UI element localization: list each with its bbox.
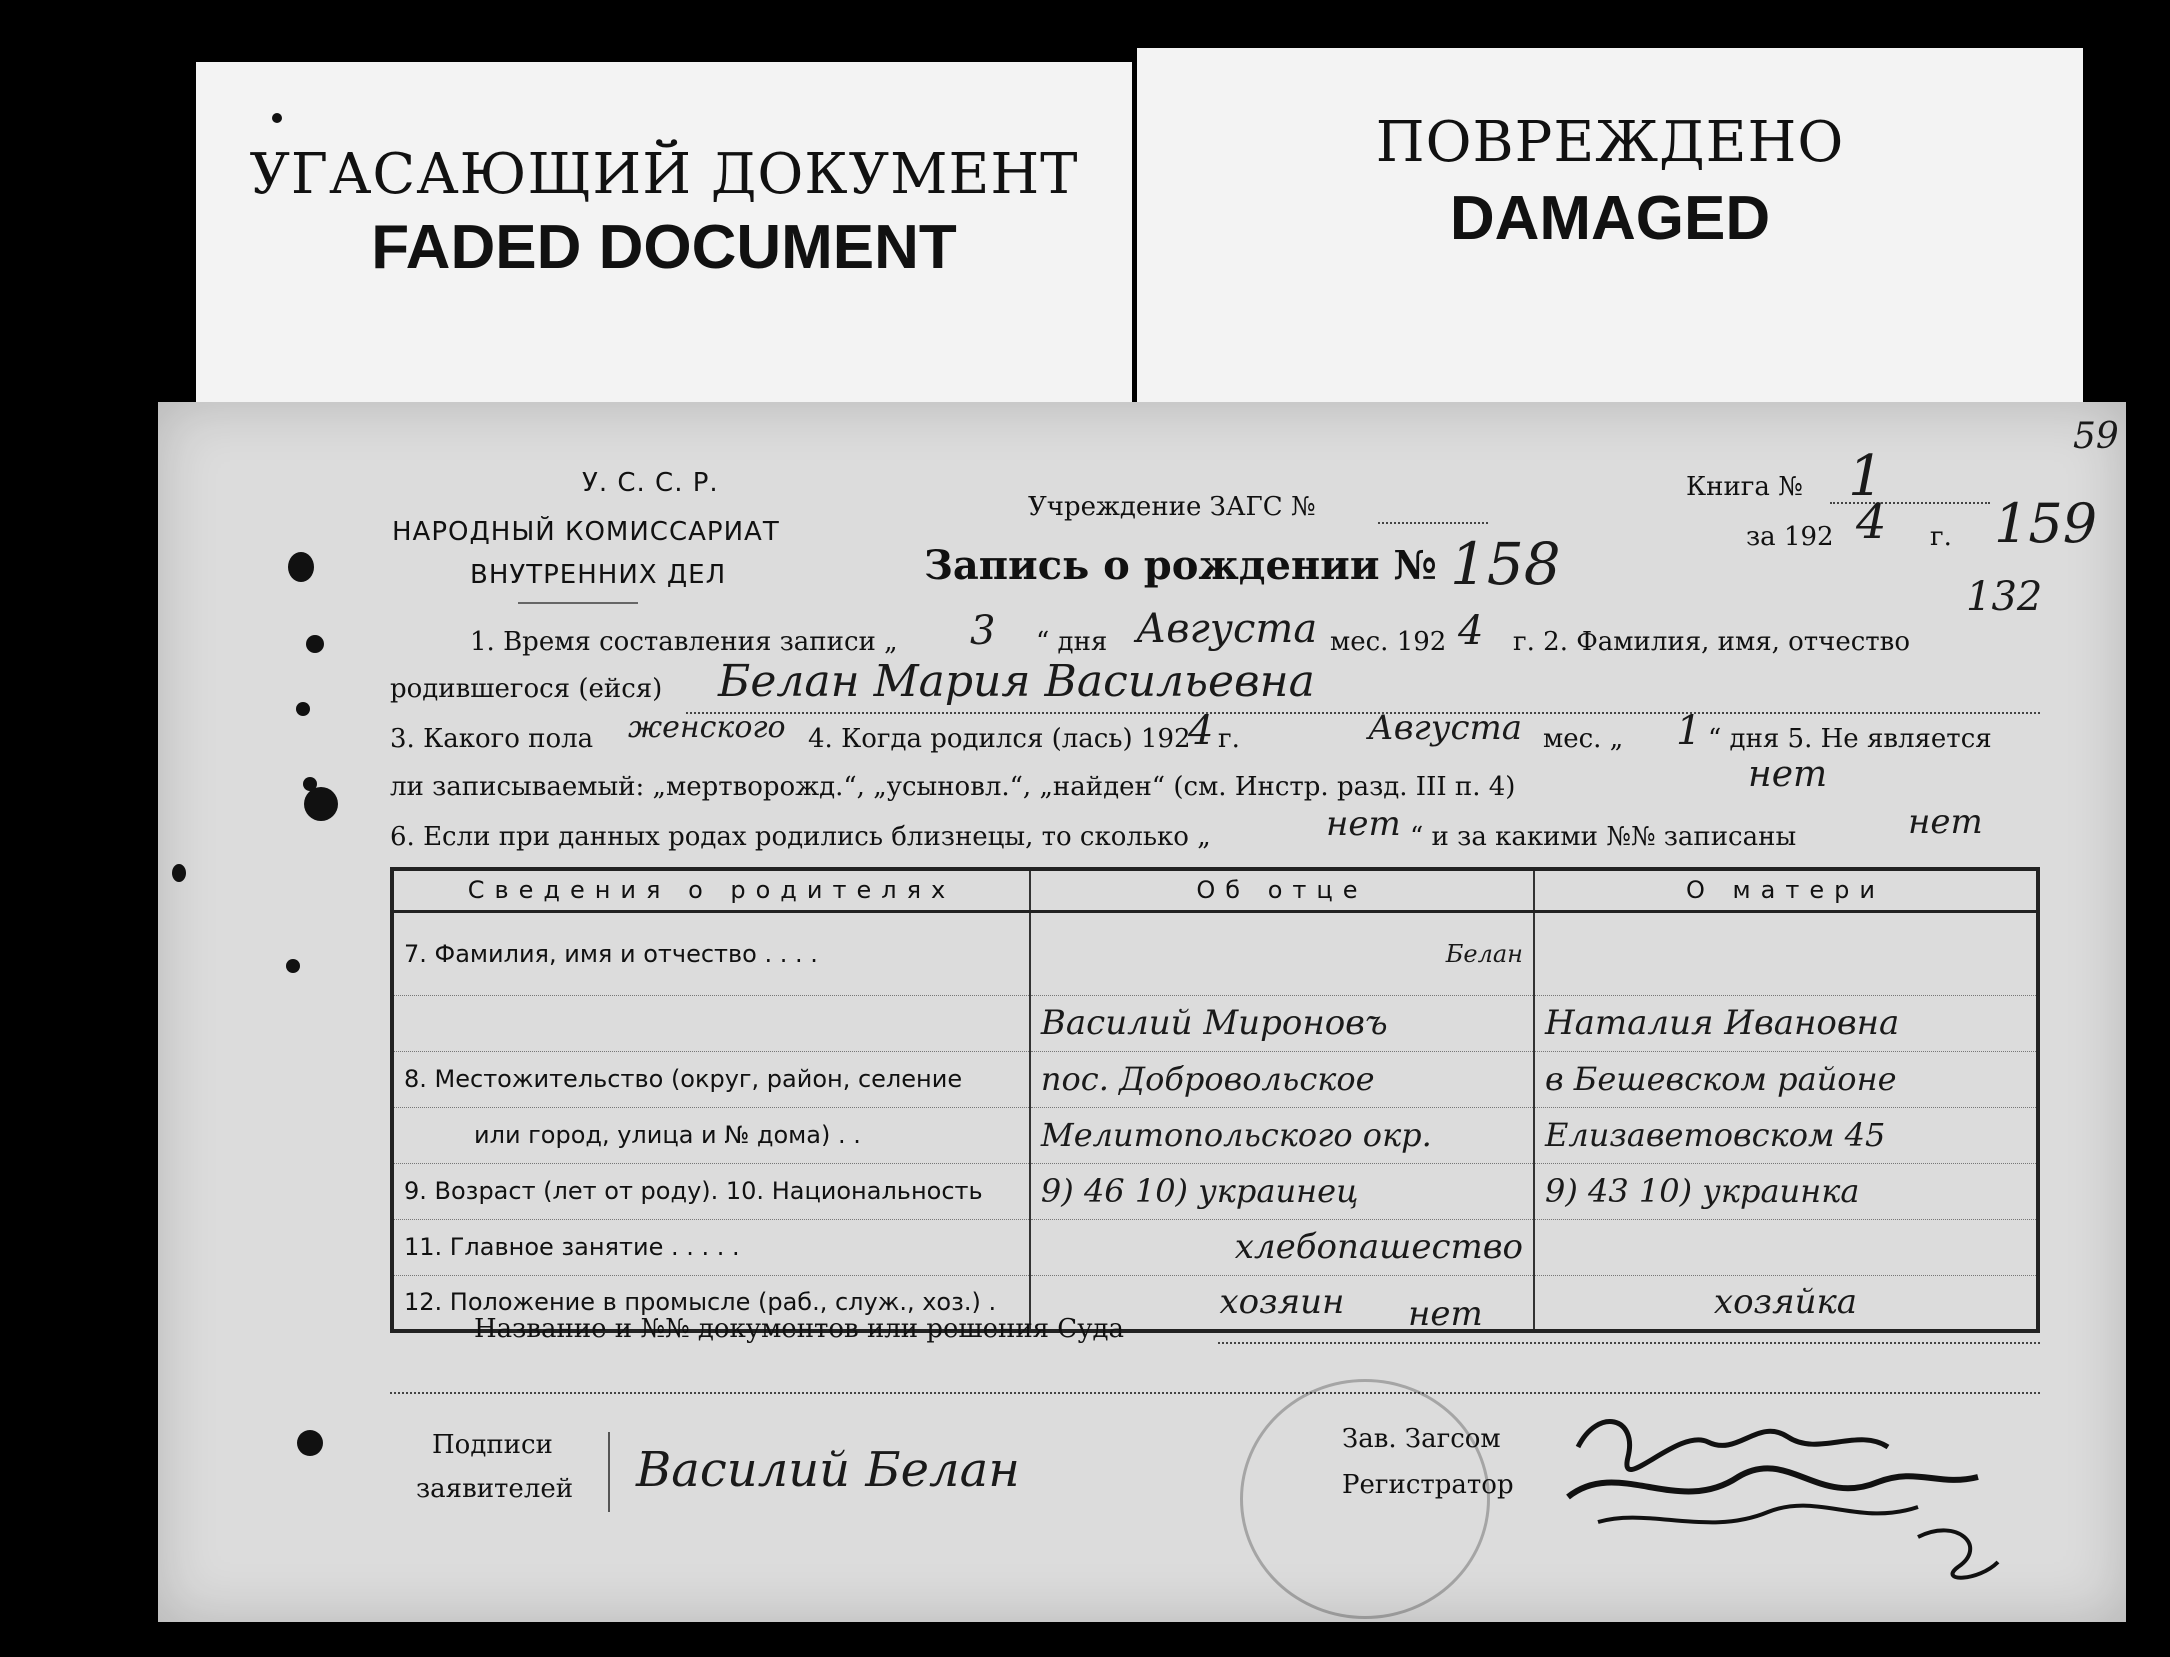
l3-month: Августа [1368,708,1522,748]
book-number: 1 [1848,444,1884,509]
punch-hole [288,552,314,582]
official-signature [1558,1387,2018,1587]
punch-hole [296,702,310,716]
father-value: Белан [1030,911,1534,995]
row-label: 12. Положение в промысле (раб., служ., хоз.) . [392,1275,1030,1331]
punch-hole [172,864,186,882]
institution-line [1378,522,1488,524]
margin-number-top: 59 [2073,416,2119,457]
punch-hole [297,1430,323,1456]
father-value: хозяин [1030,1275,1534,1331]
l3-text-a: 3. Какого пола [390,724,594,754]
court-value: нет [1408,1294,1483,1334]
sex-value: женского [628,710,786,745]
mother-value: Елизаветовском 45 [1534,1107,2038,1163]
col-header-father: Об отце [1030,869,1534,911]
punch-hole [306,635,324,653]
l3-text-e: “ дня 5. Не является [1708,724,1992,754]
applicants-label-1: Подписи [432,1430,553,1460]
year-suffix: г. [1930,522,1952,552]
l2-text-a: родившегося (ейся) [390,674,663,704]
institution-label: Учреждение ЗАГС № [1028,492,1316,522]
punch-hole [286,959,300,973]
father-value: пос. Добровольское [1030,1051,1534,1107]
damaged-label [1137,48,2083,428]
mother-value: хозяйка [1534,1275,2038,1331]
table-row [392,995,2038,1051]
applicants-label-2: заявителей [416,1474,574,1504]
row-label [392,995,1030,1051]
table-row [392,1163,2038,1219]
damaged-label-en: DAMAGED [1449,184,1771,253]
book-label: Книга № [1686,472,1803,502]
father-value: Мелитопольского окр. [1030,1107,1534,1163]
l4-value: нет [1748,754,1828,795]
row-label: или город, улица и № дома) . . [392,1107,1030,1163]
damaged-label-ru: ПОВРЕЖДЕНО [1375,110,1845,175]
table-row [392,911,2038,995]
l1-text-a: 1. Время составления записи „ [470,627,898,657]
mother-value: Наталия Ивановна [1534,995,2038,1051]
l1-text-c: мес. 192 [1330,627,1447,657]
l1-day: 3 [970,608,996,654]
father-value: хлебопашество [1030,1219,1534,1275]
mother-value: в Бешевском районе [1534,1051,2038,1107]
row-label: 7. Фамилия, имя и отчество . . . . [392,911,1030,995]
book-line [1830,502,1990,504]
row-label: 11. Главное занятие . . . . . [392,1219,1030,1275]
mother-value [1534,1219,2038,1275]
parents-table [390,867,2040,1333]
faded-label-en: FADED DOCUMENT [371,213,957,282]
ussr-header: У. С. С. Р. [582,468,719,498]
col-header-mother: О матери [1534,869,2038,911]
header-rule [518,602,638,604]
faded-label-ru: УГАСАЮЩИЙ ДОКУМЕНТ [249,142,1079,207]
registrar-label: Регистратор [1342,1470,1514,1500]
l4-text-a: ли записываемый: „мертворожд.“, „усыновл.“, „найден“ (см. Инстр. разд. III п. 4) [390,772,1516,802]
mother-value [1534,911,2038,995]
l3-text-b: 4. Когда родился (лась) 192 [808,724,1191,754]
l1-text-d: г. 2. Фамилия, имя, отчество [1513,627,1910,657]
row-label: 9. Возраст (лет от роду). 10. Национальность [392,1163,1030,1219]
l2-line [686,712,2040,714]
l1-year: 4 [1458,608,1484,654]
margin-number-mid: 159 [1994,492,2098,555]
commissariat-line1: НАРОДНЫЙ КОМИССАРИАТ [392,517,780,547]
court-label: Название и №№ документов или решения Суда [474,1314,1125,1344]
applicants-divider [608,1432,610,1512]
child-name: Белан Мария Васильевна [718,656,1315,707]
l1-text-b: “ дня [1036,627,1108,657]
ink-dot [272,113,282,123]
l5-text-b: “ и за какими №№ записаны [1410,822,1797,852]
table-row [392,1219,2038,1275]
faded-document-label [196,62,1132,442]
year-label: за 192 [1746,522,1834,552]
record-number: 158 [1450,530,1561,598]
commissariat-line2: ВНУТРЕННИХ ДЕЛ [470,560,727,590]
col-header-parents: Сведения о родителях [392,869,1030,911]
twins-count: нет [1326,804,1401,844]
mother-value: 9) 43 10) украинка [1534,1163,2038,1219]
row-label: 8. Местожительство (округ, район, селение [392,1051,1030,1107]
l1-month: Августа [1136,606,1318,652]
table-row [392,1051,2038,1107]
l3-text-d: мес. „ [1543,724,1624,754]
table-row [392,1107,2038,1163]
margin-number-low: 132 [1966,574,2043,620]
punch-hole [304,787,338,821]
l5-text-a: 6. Если при данных родах родились близнецы, то сколько „ [390,822,1211,852]
l3-text-c: г. [1218,724,1240,754]
birth-record-sheet [158,402,2126,1622]
court-line [1218,1342,2040,1344]
applicant-signature: Василий Белан [636,1442,1020,1498]
l3-day: 1 [1676,708,1702,754]
l3-year: 4 [1188,708,1214,754]
father-value: Василий Мироновъ [1030,995,1534,1051]
head-label: Зав. Загсом [1342,1424,1501,1454]
father-value: 9) 46 10) украинец [1030,1163,1534,1219]
record-title: Запись о рождении № [924,542,1437,589]
twins-records: нет [1908,802,1983,842]
year-value: 4 [1856,494,1887,550]
